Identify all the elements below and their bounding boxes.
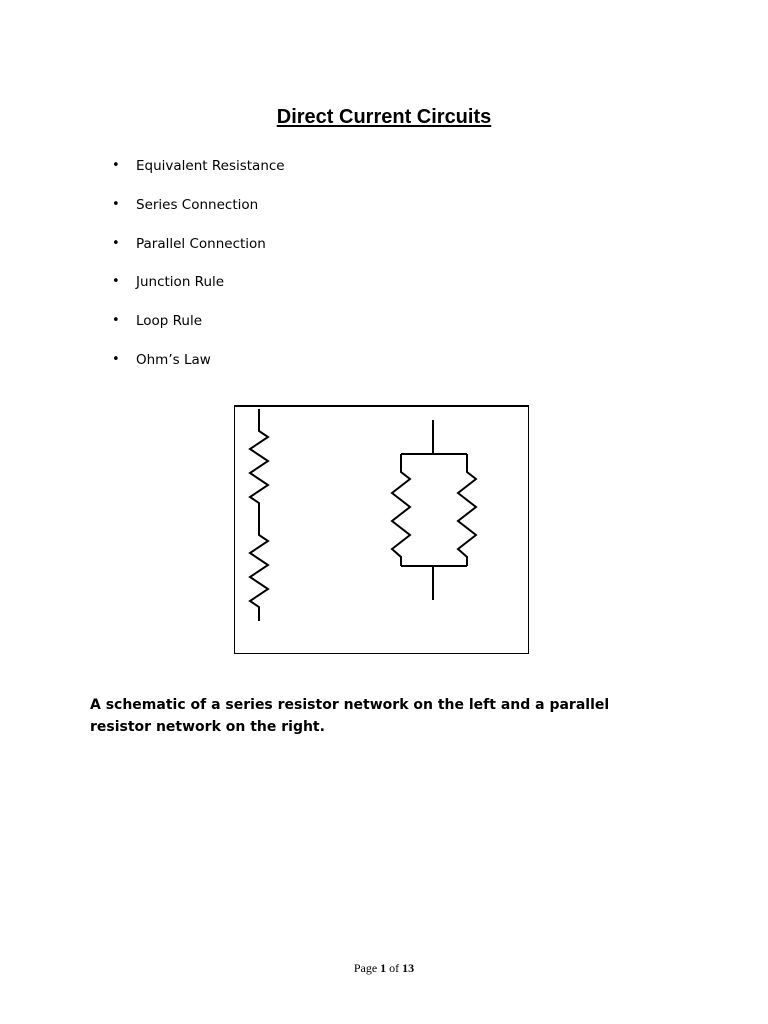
- current-page: 1: [380, 961, 387, 975]
- series-resistor-2: [250, 529, 268, 621]
- parallel-resistor-network: [392, 420, 476, 600]
- topic-label: Equivalent Resistance: [136, 158, 285, 174]
- page-title: Direct Current Circuits: [276, 106, 492, 128]
- bullet-icon: •: [112, 235, 120, 251]
- topic-label: Ohm’s Law: [136, 351, 211, 368]
- series-resistor-network: [250, 409, 268, 621]
- page-word: Page: [353, 961, 378, 975]
- figure-caption: A schematic of a series resistor network on the left and a parallel resistor network on the right.: [90, 697, 610, 735]
- topic-label: Series Connection: [136, 196, 259, 213]
- topic-label: Parallel Connection: [136, 235, 266, 252]
- topic-label: Junction Rule: [136, 274, 225, 291]
- bullet-icon: •: [112, 158, 120, 173]
- bullet-icon: •: [112, 274, 120, 290]
- bullet-icon: •: [112, 351, 120, 367]
- parallel-resistor-left: [392, 454, 410, 566]
- parallel-resistor-right: [458, 454, 476, 566]
- of-word: of: [389, 961, 400, 975]
- page-number: [0, 961, 768, 976]
- schematic-drawing: [235, 407, 530, 656]
- bullet-icon: •: [112, 313, 120, 329]
- resistor-schematic: [234, 405, 529, 654]
- bullet-icon: •: [112, 196, 120, 212]
- total-pages: 13: [402, 961, 415, 975]
- series-resistor-1: [250, 409, 268, 529]
- topic-label: Loop Rule: [136, 313, 203, 330]
